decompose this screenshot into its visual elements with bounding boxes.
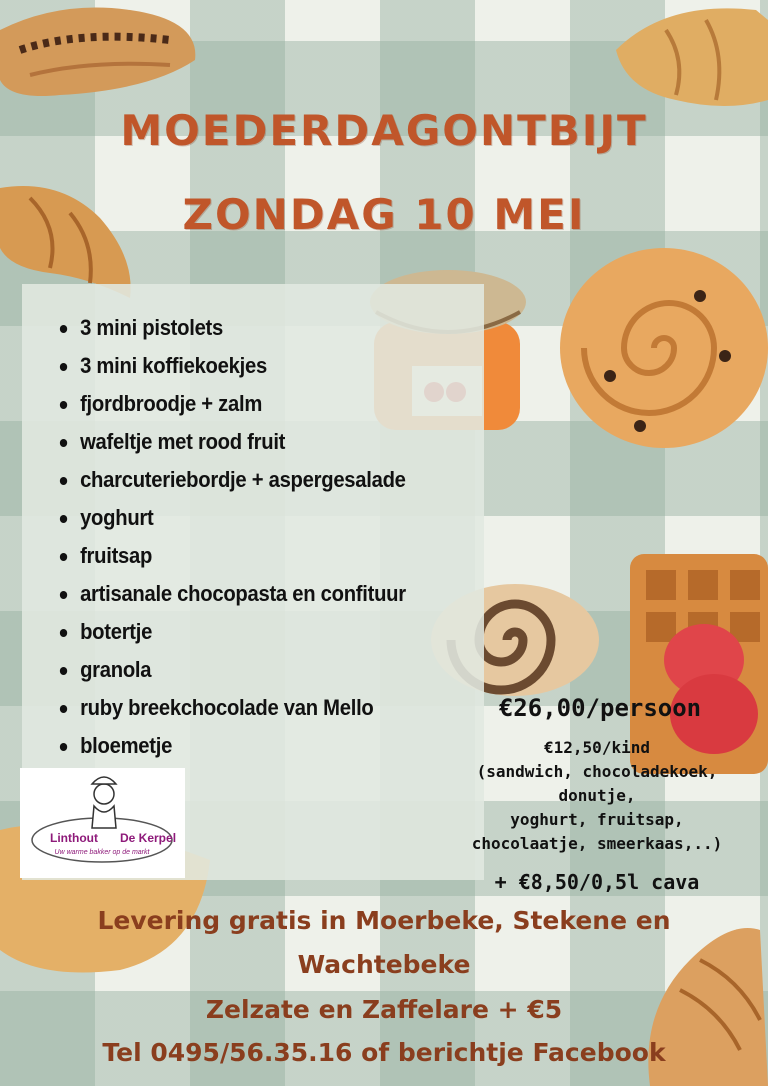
- croissant-icon: [606, 0, 768, 112]
- list-item: 3 mini pistolets: [58, 312, 406, 350]
- list-item: artisanale chocopasta en confituur: [58, 578, 406, 616]
- baker-mascot-icon: [20, 768, 185, 878]
- delivery-line-2: Wachtebeke: [297, 950, 471, 979]
- list-item: bloemetje: [58, 730, 406, 768]
- menu-list: [58, 312, 436, 768]
- list-item: wafeltje met rood fruit: [58, 426, 406, 464]
- list-item: 3 mini koffiekoekjes: [58, 350, 406, 388]
- page-title: MOEDERDAGONTBIJT: [120, 106, 648, 155]
- bakery-logo: [20, 768, 185, 878]
- event-date: ZONDAG 10 MEI: [182, 190, 586, 239]
- price-per-person: €26,00/persoon: [498, 694, 702, 722]
- delivery-surcharge: Zelzate en Zaffelare + €5: [205, 995, 563, 1024]
- list-item: ruby breekchocolade van Mello: [58, 692, 406, 730]
- list-item: yoghurt: [58, 502, 406, 540]
- list-item: fruitsap: [58, 540, 406, 578]
- logo-tagline: Uw warme bakker op de markt: [54, 849, 150, 856]
- price-kids: €12,50/kind (sandwich, chocoladekoek, donutje, yoghurt, fruitsap, chocolaatje, smeerkaas,..): [471, 738, 723, 853]
- list-item: charcuteriebordje + aspergesalade: [58, 464, 406, 502]
- price-cava: + €8,50/0,5l cava: [494, 870, 700, 894]
- list-item: fjordbroodje + zalm: [58, 388, 406, 426]
- raisin-swirl-icon: [560, 246, 768, 450]
- logo-name-right: De Kerpel: [120, 831, 177, 845]
- contact-info: Tel 0495/56.35.16 of berichtje Facebook: [102, 1038, 666, 1067]
- delivery-line-1: Levering gratis in Moerbeke, Stekene en: [97, 906, 671, 935]
- list-item: botertje: [58, 616, 406, 654]
- list-item: granola: [58, 654, 406, 692]
- logo-name-left: Linthout: [50, 831, 98, 845]
- croissant-icon: [0, 0, 200, 110]
